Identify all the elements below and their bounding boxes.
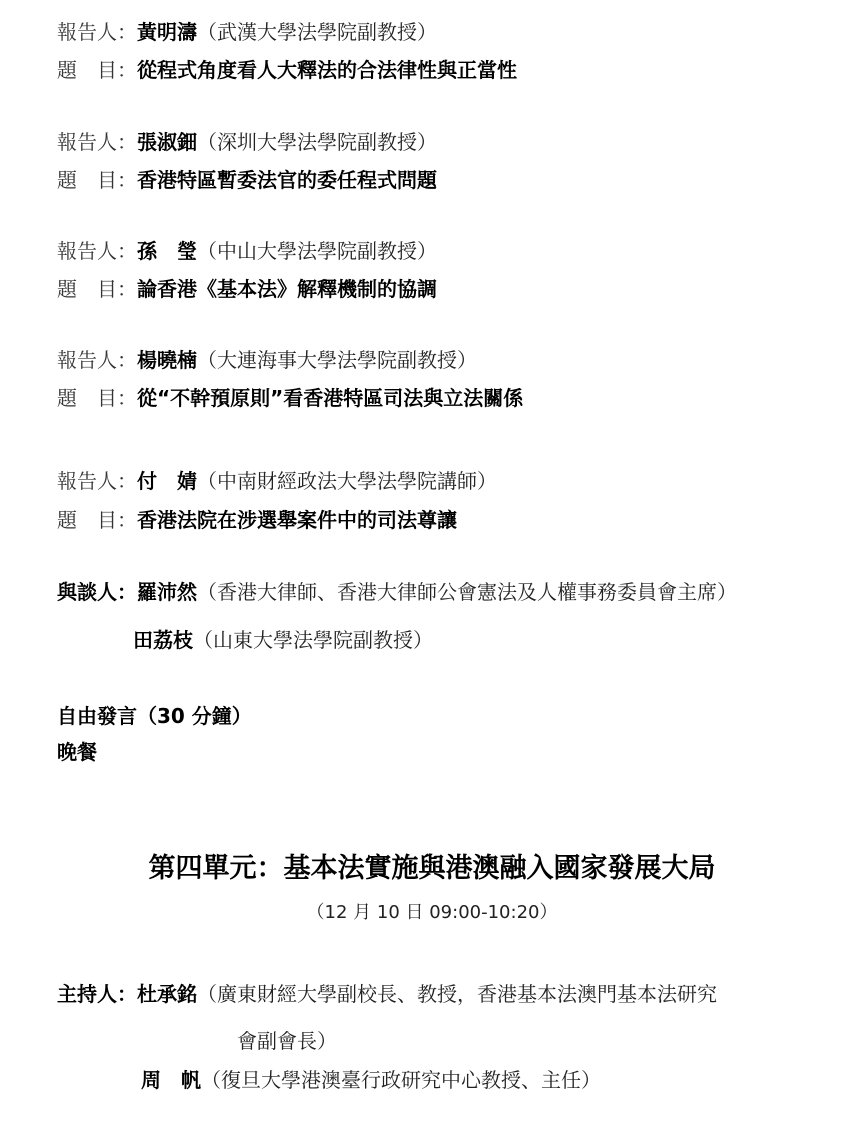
report-5-topic-line: [57, 506, 457, 534]
report-1-reporter-line: [57, 18, 437, 46]
report-4-reporter-line: [57, 346, 477, 374]
dinner-item: 晚餐: [57, 740, 97, 764]
reporter-affiliation: （武漢大學法學院副教授）: [197, 20, 437, 44]
discussant-name: 田荔枝: [133, 628, 193, 652]
topic-title: 從程式角度看人大釋法的合法律性與正當性: [137, 58, 517, 82]
report-4-topic-line: [57, 384, 523, 412]
report-3-topic-line: [57, 275, 437, 303]
host-label: 主持人：: [57, 982, 137, 1006]
reporter-label: 報告人：: [57, 239, 137, 263]
topic-title: 論香港《基本法》解釋機制的協調: [137, 277, 437, 301]
discussant-line-1: [57, 578, 737, 606]
discussant-name: 羅沛然: [137, 580, 197, 604]
host-affiliation: （廣東財經大學副校長、教授，香港基本法澳門基本法研究: [197, 982, 717, 1006]
reporter-name: 張淑鈿: [137, 130, 197, 154]
host-name: 周 帆: [141, 1068, 201, 1092]
reporter-affiliation: （深圳大學法學院副教授）: [197, 130, 437, 154]
reporter-affiliation: （中南財經政法大學法學院講師）: [197, 469, 497, 493]
discussant-affiliation: （香港大律師、香港大律師公會憲法及人權事務委員會主席）: [197, 580, 737, 604]
reporter-name: 楊曉楠: [137, 348, 197, 372]
reporter-label: 報告人：: [57, 469, 137, 493]
reporter-name: 黃明濤: [137, 20, 197, 44]
report-3-reporter-line: [57, 237, 437, 265]
host-line-1: [57, 980, 717, 1008]
reporter-affiliation: （大連海事大學法學院副教授）: [197, 348, 477, 372]
topic-title: 香港特區暫委法官的委任程式問題: [137, 168, 437, 192]
unit-4-heading: 第四單元：基本法實施與港澳融入國家發展大局: [148, 853, 716, 884]
report-2-topic-line: [57, 166, 437, 194]
topic-title: 香港法院在涉選舉案件中的司法尊讓: [137, 508, 457, 532]
reporter-label: 報告人：: [57, 348, 137, 372]
reporter-label: 報告人：: [57, 20, 137, 44]
reporter-label: 報告人：: [57, 130, 137, 154]
reporter-affiliation: （中山大學法學院副教授）: [197, 239, 437, 263]
topic-label: 題 目：: [57, 508, 137, 532]
free-speech-item: 自由發言（30 分鐘）: [57, 704, 252, 728]
host-line-2: [141, 1066, 601, 1094]
report-5-reporter-line: [57, 467, 497, 495]
reporter-name: 孫 瑩: [137, 239, 197, 263]
topic-label: 題 目：: [57, 386, 137, 410]
report-1-topic-line: [57, 56, 517, 84]
report-2-reporter-line: [57, 128, 437, 156]
discussant-line-2: [133, 626, 433, 654]
host-affiliation: （復旦大學港澳臺行政研究中心教授、主任）: [201, 1068, 601, 1092]
discussant-affiliation: （山東大學法學院副教授）: [193, 628, 433, 652]
unit-4-time: （12 月 10 日 09:00-10:20）: [306, 902, 558, 923]
discussant-label: 與談人：: [57, 580, 137, 604]
topic-label: 題 目：: [57, 168, 137, 192]
topic-label: 題 目：: [57, 277, 137, 301]
host-name: 杜承銘: [137, 982, 197, 1006]
topic-title: 從“不幹預原則”看香港特區司法與立法關係: [137, 386, 524, 410]
host-affiliation-continued: 會副會長）: [237, 1029, 337, 1053]
reporter-name: 付 婧: [137, 469, 197, 493]
topic-label: 題 目：: [57, 58, 137, 82]
